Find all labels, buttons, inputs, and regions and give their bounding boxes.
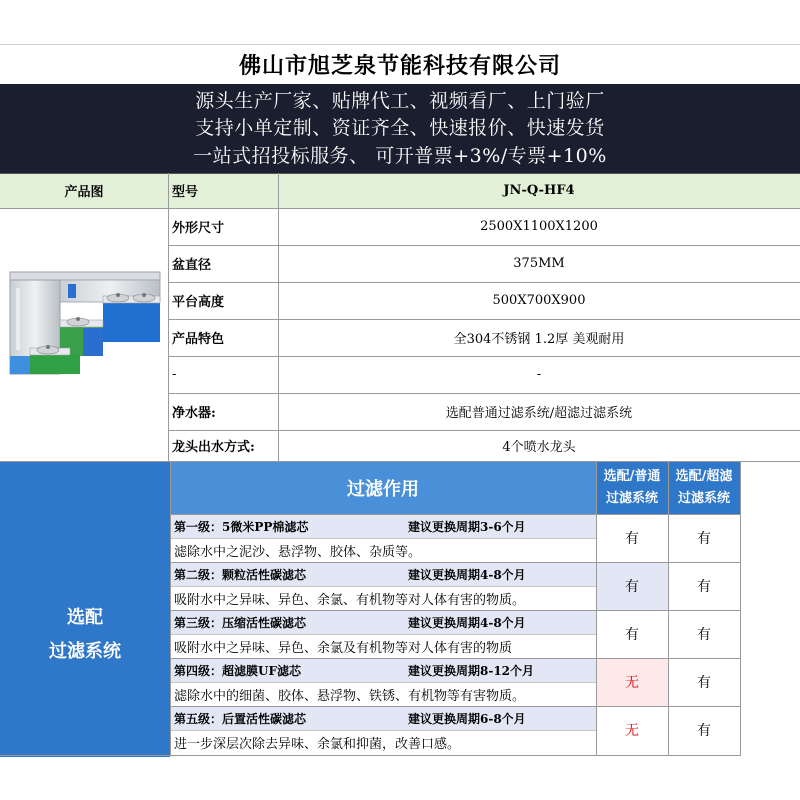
stage-description: 吸附水中之异味、异色、余氯、有机物等对人体有害的物质。 (174, 592, 526, 608)
header-product-image: 产品图 (64, 185, 104, 200)
divider (168, 393, 800, 394)
ultra-filter-mark: 有 (697, 675, 711, 691)
divider (170, 682, 596, 683)
spec-value: 全304不锈钢 1.2厚 美观耐用 (453, 332, 625, 347)
divider (278, 173, 279, 461)
ultra-filter-header-1: 选配/超滤 (675, 468, 733, 484)
stage-description: 滤除水中的细菌、胶体、悬浮物、铁锈、有机物等有害物质。 (174, 688, 526, 704)
banner-line-2: 支持小单定制、资证齐全、快速报价、快速发货 (195, 117, 605, 140)
divider (170, 634, 596, 635)
normal-filter-mark: 有 (625, 627, 639, 643)
divider (0, 755, 740, 756)
divider (170, 586, 596, 587)
stage-name: 第四级：超滤膜UF滤芯 (174, 663, 301, 678)
stage-name: 第一级：5微米PP棉滤芯 (174, 519, 309, 534)
stage-description: 滤除水中之泥沙、悬浮物、胶体、杂质等。 (174, 544, 422, 560)
divider (168, 430, 800, 431)
filter-stage-title (170, 658, 596, 682)
divider (0, 208, 800, 209)
stage-name: 第五级：后置活性碳滤芯 (174, 711, 307, 726)
divider (170, 658, 740, 659)
spec-value: 选配普通过滤系统/超滤过滤系统 (445, 406, 633, 421)
header-model-value: JN-Q-HF4 (503, 183, 575, 198)
divider (170, 730, 596, 731)
filter-stage-title (170, 562, 596, 586)
filter-section-label-1: 选配 (67, 607, 103, 628)
promo-banner (0, 84, 800, 173)
divider (170, 706, 740, 707)
stage-period: 建议更换周期8-12个月 (408, 663, 535, 678)
ultra-filter-mark: 有 (697, 531, 711, 547)
filter-stage-title (170, 610, 596, 634)
ultra-filter-header (668, 461, 740, 514)
spec-value: 2500X1100X1200 (480, 219, 598, 234)
ultra-filter-mark: 有 (697, 579, 711, 595)
spec-label: 净水器: (172, 406, 216, 421)
spec-value: 375MM (513, 256, 565, 271)
filter-section-label-2: 过滤系统 (49, 641, 121, 662)
normal-filter-mark: 有 (625, 579, 639, 595)
divider (170, 461, 171, 756)
spec-value: - (536, 367, 542, 382)
stage-name: 第二级：颗粒活性碳滤芯 (174, 567, 307, 582)
spec-label: - (172, 367, 177, 382)
spec-value: 500X700X900 (492, 293, 586, 308)
stage-period: 建议更换周期6-8个月 (408, 711, 526, 726)
banner-line-1: 源头生产厂家、贴牌代工、视频看厂、上门验厂 (195, 89, 605, 112)
stage-description: 吸附水中之异味、异色、余氯及有机物等对人体有害的物质 (174, 640, 513, 656)
spec-label: 产品特色 (172, 332, 225, 347)
spec-label: 龙头出水方式: (172, 440, 255, 455)
divider (170, 538, 596, 539)
normal-filter-header-1: 选配/普通 (603, 468, 661, 484)
spec-label: 外形尺寸 (172, 221, 225, 236)
spec-value: 4个喷水龙头 (502, 440, 576, 455)
banner-line-3: 一站式招投标服务、 可开普票+3%/专票+10% (193, 145, 607, 168)
divider (168, 173, 169, 461)
stage-period: 建议更换周期4-8个月 (408, 567, 526, 582)
filter-section-label (0, 600, 170, 670)
divider (168, 356, 800, 357)
filter-stage-title (170, 706, 596, 730)
stage-name: 第三级：压缩活性碳滤芯 (174, 615, 307, 630)
filter-function-title: 过滤作用 (170, 461, 596, 514)
company-name: 佛山市旭芝泉节能科技有限公司 (0, 44, 800, 84)
normal-filter-header (596, 461, 668, 514)
divider (170, 562, 740, 563)
ultra-filter-header-2: 过滤系统 (677, 490, 730, 506)
normal-filter-mark: 无 (625, 675, 639, 691)
stage-description: 进一步深层次除去异味、余氯和抑菌，改善口感。 (174, 736, 461, 752)
divider (668, 461, 669, 756)
ultra-filter-mark: 有 (697, 627, 711, 643)
divider (168, 282, 800, 283)
divider (170, 610, 740, 611)
divider (170, 514, 740, 515)
divider (740, 461, 741, 756)
normal-filter-mark: 有 (625, 531, 639, 547)
divider (168, 319, 800, 320)
filter-stage-title (170, 514, 596, 538)
normal-filter-header-2: 过滤系统 (605, 490, 658, 506)
spec-label: 平台高度 (172, 295, 225, 310)
spec-label: 盆直径 (172, 258, 212, 273)
divider (596, 461, 597, 756)
stage-period: 建议更换周期3-6个月 (408, 519, 526, 534)
divider (0, 461, 800, 462)
stage-period: 建议更换周期4-8个月 (408, 615, 526, 630)
ultra-filter-mark: 有 (697, 723, 711, 739)
header-model-label: 型号 (172, 185, 199, 200)
divider (168, 245, 800, 246)
drinking-fountain-image (8, 268, 165, 378)
normal-filter-mark: 无 (625, 723, 639, 739)
divider (0, 173, 800, 174)
